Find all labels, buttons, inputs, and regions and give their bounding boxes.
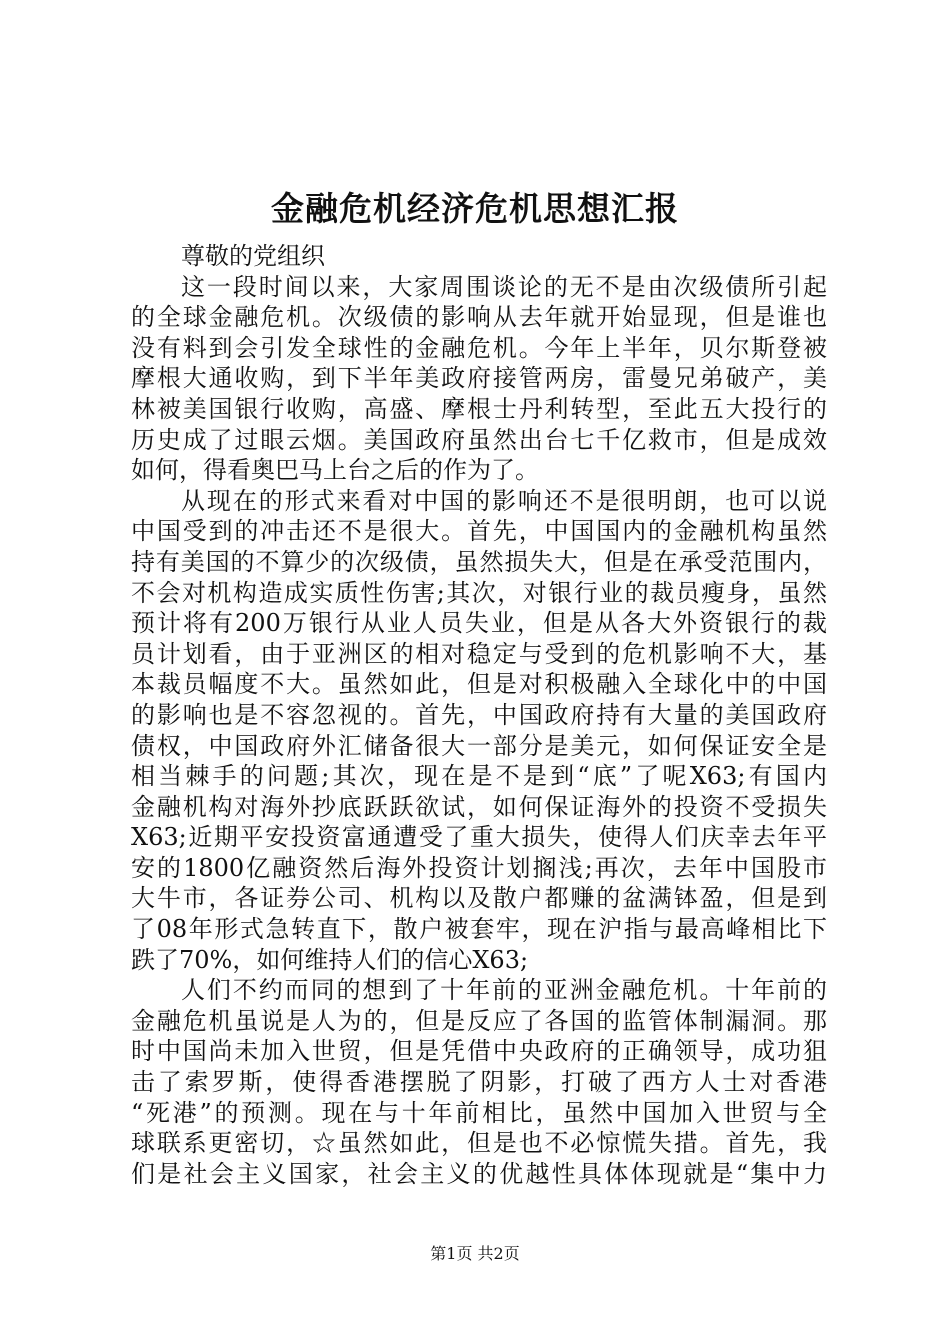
text-line: 历史成了过眼云烟。美国政府虽然出台七千亿救市，但是成效 [131, 425, 827, 454]
text-line: 球联系更密切，☆虽然如此，但是也不必惊慌失措。首先，我 [131, 1129, 827, 1158]
text-line: 了08年形式急转直下，散户被套牢，现在沪指与最高峰相比下 [131, 915, 827, 944]
text-line: 安的1800亿融资然后海外投资计划搁浅;再次，去年中国股市 [131, 853, 827, 882]
text-line: 不会对机构造成实质性伤害;其次，对银行业的裁员瘦身，虽然 [131, 578, 827, 607]
text-line: 金融危机虽说是人为的，但是反应了各国的监管体制漏洞。那 [131, 1006, 827, 1035]
text-line: 没有料到会引发全球性的金融危机。今年上半年，贝尔斯登被 [131, 333, 827, 362]
text-line: 这一段时间以来，大家周围谈论的无不是由次级债所引起 [181, 272, 827, 301]
text-line: 相当棘手的问题;其次，现在是不是到“底”了呢X63;有国内 [131, 762, 827, 791]
text-line: 债权，中国政府外汇储备很大一部分是美元，如何保证安全是 [131, 731, 827, 760]
text-line: 的影响也是不容忽视的。首先，中国政府持有大量的美国政府 [131, 700, 827, 729]
text-line: 们是社会主义国家，社会主义的优越性具体体现就是“集中力 [131, 1159, 827, 1188]
page-number-footer: 第1页 共2页 [430, 1244, 520, 1263]
text-line: “死港”的预测。现在与十年前相比，虽然中国加入世贸与全 [131, 1098, 827, 1127]
text-line: 击了索罗斯，使得香港摆脱了阴影，打破了西方人士对香港 [131, 1068, 827, 1097]
text-line: 预计将有200万银行从业人员失业，但是从各大外资银行的裁 [131, 609, 827, 638]
text-line: 中国受到的冲击还不是很大。首先，中国国内的金融机构虽然 [131, 517, 827, 546]
text-line: 本裁员幅度不大。虽然如此，但是对积极融入全球化中的中国 [131, 670, 827, 699]
text-line: 大牛市，各证券公司、机构以及散户都赚的盆满钵盈，但是到 [131, 884, 827, 913]
text-line: 摩根大通收购，到下半年美政府接管两房，雷曼兄弟破产，美 [131, 364, 827, 393]
text-line: 林被美国银行收购，高盛、摩根士丹利转型，至此五大投行的 [131, 394, 827, 423]
text-line: 如何，得看奥巴马上台之后的作为了。 [131, 456, 539, 485]
text-line: 的全球金融危机。次级债的影响从去年就开始显现，但是谁也 [131, 303, 827, 332]
text-line: 从现在的形式来看对中国的影响还不是很明朗，也可以说 [181, 486, 827, 515]
salutation: 尊敬的党组织 [181, 242, 325, 270]
text-line: 人们不约而同的想到了十年前的亚洲金融危机。十年前的 [181, 976, 827, 1005]
text-line: 持有美国的不算少的次级债，虽然损失大，但是在承受范围内， [131, 547, 827, 576]
text-line: 金融机构对海外抄底跃跃欲试，如何保证海外的投资不受损失 [131, 792, 827, 821]
text-line: 时中国尚未加入世贸，但是凭借中央政府的正确领导，成功狙 [131, 1037, 827, 1066]
text-line: 员计划看，由于亚洲区的相对稳定与受到的危机影响不大，基 [131, 639, 827, 668]
document-title: 金融危机经济危机思想汇报 [271, 189, 679, 228]
text-line: X63;近期平安投资富通遭受了重大损失，使得人们庆幸去年平 [131, 823, 827, 852]
document-body [131, 241, 827, 1189]
text-line: 跌了70%，如何维持人们的信心X63; [131, 945, 529, 974]
